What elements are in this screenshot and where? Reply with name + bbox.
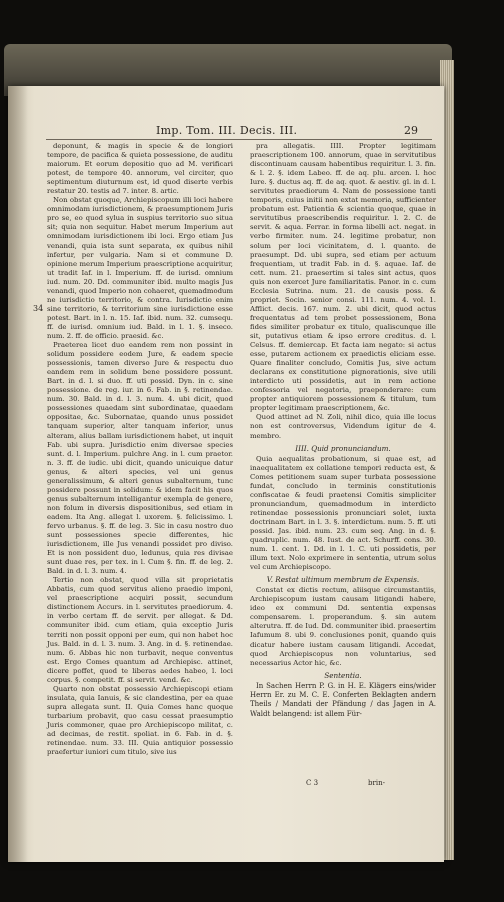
- page-number: 29: [404, 124, 418, 137]
- paragraph: Non obstat quoque, Archiepiscopum illi loci habere omnimodam iurisdictionem, & praesumptionem Juris pro se, eo quod sylua in suspius territorio suo situa sit; quia non sequitur. Habet merum Imperium aut omnimodam iurisdictionem ibi loci. Ergo etiam Jus venandi, quia ista sunt separata, ex quibus nihil infertur, per vulgaria. Nam si et commune D. opinione merum Imperium praescriptione acquiritur, ut tradit Iaf. in l. Imperium. ff. de iurisd. omnium iud. num. 20. Dd. communiter ibid. multo magis Jus venandi, quod Imperio non cohaeret, quemadmodum ne iurisdictio territorio, & contra. Iurisdictio enim sine territorio, & territorium sine iurisdictione esse potest. Bart. in l. n. 15. Iaf. ibid. num. 32. cumsequ. ff. de iurisd. omnium iud. Bald. in l. 1. §. inseco. num. 2. ff. de officio. praesid. &c.: [47, 196, 233, 340]
- german-paragraph: In Sachen Herrn P. G. in H. E. Klägers eins/wider Herrn Er. zu M. C. E. Conferten Beklagten andern Theils / Mandati der Pfändung / das Jagen in A. Waldt belangend: ist allem Für-: [250, 681, 436, 718]
- signature-mark: C 3: [306, 779, 319, 787]
- section-heading: V. Restat ultimum membrum de Expensis.: [266, 575, 420, 585]
- right-column: [250, 142, 436, 719]
- paragraph: Praeterea licet duo eandem rem non possint in solidum possidere eodem Jure, & eadem specie possessionis, tamen diverso Jure & respectu duo eandem rem in solidum bene possidere possunt. Bart. in d. l. si duo. ff. uti possid. Dyn. in c. sine possessione. de reg. iur. in 6. Fab. in §. retinendae. num. 30. Bald. in d. l. 3. num. 4. ubi dicit, quod possessiones quaedam sint subordinatae, quaedam oppositae, &c. Subornatae, quando unus possidet tanquam superior, alter tanquam inferior, unus alteram, alius ballam iurisdictionem habet, ut inquit Fab. ubi supra. Jurisdictio enim diversae species sunt. d. l. Imperium. pulchre Ang. in l. cum praetor. n. 3. ff. de iudic. ubi dicit, quando unicuique datur genus, & alteri species, vel uni genus generalissimum, & alteri genus subalternum, tunc possidere possunt in solidum: & idem facit his quos genus subalternum intelligantur exempla de genere, non folum in diversis dispositionibus, sed etiam in eadem. Ita Ang. allegat l. uxorem. §. felicissimo. l. fervo urbanus. §. ff. de leg. 3. Sic in casu nostro duo sunt possessiones specie differentes, hic iurisdictionem, ille Jus venandi possidet pro diviso. Et is non possident duo, ledunus, quia res divisae sunt duae res, per tex. in l. Cum §. fin. ff. de leg. 2. Bald. in d. l. 3. num. 4.: [47, 341, 233, 576]
- section-heading: IIII. Quid pronunciandum.: [295, 443, 391, 453]
- running-title: Imp. Tom. III. Decis. III.: [156, 124, 298, 137]
- paragraph: pra allegatis. IIII. Propter legitimam praescriptionem 100. annorum, quae in servitutibus discontinuam causam habentibus requiritur. l. 3. fin. & l. 2. §. idem Labeo. ff. de aq. plu. arcen. l. hoc Iure. §. ductus aq. ff. de aq. quot. & aestiv. gl. in d. l. servitutes praediorum 4. Nam de possessione tanti temporis, cuius initii non extat memoria, sufficienter probatum est. Patientia & scientia quoque, quae in servitutibus praescribendis requiritur. l. 2. C. de servit. & aqua. Ferrar. in forma libelli act. negat. in verbo firmiter. num. 24. legitime probatur, non solum per loci vicinitatem, d. l. quanto. de praesumpt. Dd. ubi supra, sed etiam per actuum frequentiam, ut tradit Fab. in d. §. aquae. Iaf. de cett. num. 21. praesertim si tales sint actus, quos quis non exercet Jure familiaritatis. Panor. in c. cum Ecclesia Sutrina. num. 21. de causis poss. & propriet. Socin. senior consi. 111. num. 4. vol. 1. Afflict. decis. 167. num. 2. ubi dicit, quod actus frequentatus ad tem probet possessionem, Bona fides similiter probatur ex titulo, qualiscunque ille sit, putativus etiam & ipso errore creditus. d. l. Celsus. ff. demiercap. Et facta iam negato: si actus esse, putarem actionem ex praedictis eliciam esse. Quare finaliter concludo, Comitis Jus, sive actum declarans ex constitutione pignorationis, sive utili interdicto uti possidetis, aut in rem actione confessoria vel negatoria, praeponderare: cum propter antiquiorem possessionem & titulum, tum propter legitimam praescriptionem, &c.: [250, 142, 436, 413]
- section-heading: Sententia.: [324, 670, 362, 680]
- margin-number: 34: [33, 304, 44, 313]
- header-rule: [46, 139, 432, 140]
- catchword: brin-: [368, 779, 385, 787]
- paragraph: Quod attinet ad N. Zoli, nihil dico, quia ille locus non est controversus, Videndum igitur de 4. membro.: [250, 413, 436, 440]
- binding-gutter: [8, 86, 28, 862]
- left-column: [47, 142, 233, 757]
- paragraph: Quarto non obstat possessio Archiepiscopi etiam insulata, quia Ianuis, & sic clandestina, per ea quae supra allegata sunt. II. Quia Comes hanc quoque turbarium probavit, quo casu cessat praesumptio Juris commoner, quae pro Archiepiscopo militat, c. ad decimas, de restit. spoliat. in 6. Fab. in d. §. retinendae. num. 33. III. Quia antiquior possessio praefertur iuniori cum titulo, sive ius: [47, 684, 233, 757]
- paragraph: Tertio non obstat, quod villa sit proprietatis Abbatis, cum quod servitus alieno praedio imponi, vel praescriptione acquiri possit, secundum distinctionem Accurs. in l. servitutes praediorum. 4. in verbo certam ff. de servit. per allegat. & Dd. communiter ibid. cum etiam, quia exceptio Juris territi non possit opponi per eum, qui non habet hoc Jus. Bald. in d. l. 3. num. 3. Ang. in d. §. retinendae. num. 6. Abbas hic non turbavit, neque conventus est. Ergo Comes quantum ad Archiepisc. attinet, dicere poffet, quod te liberas aedes habeo, l. loci corpus. §. competit. ff. si servit. vend. &c.: [47, 576, 233, 684]
- paragraph: Quia aequalitas probationum, si quae est, ad inaequalitatem ex collatione tempori reducta est, & Comes petitionem suam super turbata possessione fundat, concludo in terminis constitutionis confiscatae & feudi praetensi Comitis simpliciter pronunciandum, quemadmodum in interdicto retinendae possessionis pronunciari solet, iuxta doctrinam Bart. in l. 3. §. interdictum. num. 5. ff. uti possid. Jas. ibid. num. 23. cum seq. Ang. in d. §. quadruplic. num. 48. Iust. de act. Schurff. cons. 30. num. 1. cent. 1. Dd. in l. 1. C. uti possidetis, per illum text. Nolo exprimere in sententia, utrum solus vel cum Archiepiscopo.: [250, 454, 436, 572]
- paragraph: deponunt, & magis in specie & de longiori tempore, de pacifica & quieta possessione, de auditu maiorum. Et eorum depositio quo ad M. verificari potest, de tempore 40. annorum, vel circiter, quo septimentum diuturnum est, id quod diserte verbis restatur 20. testis ad 7. inter. 8. artic.: [47, 142, 233, 196]
- paragraph: Constat ex dictis rectum, aliisque circumstantiis, Archiepiscopum iustam causam litigandi habere, ideo ex communi Dd. sententia expensas compensarem. l. properandum. §. sin autem alterutra. ff. de Iud. Dd. communiter ibid. praesertim Iafumum 8. ubi 9. conclusiones ponit, quando quis dicatur habere iustam causam litigandi. Accedat, quod Archiepiscopus non voluntarius, sed necessarius Actor hic, &c.: [250, 586, 436, 667]
